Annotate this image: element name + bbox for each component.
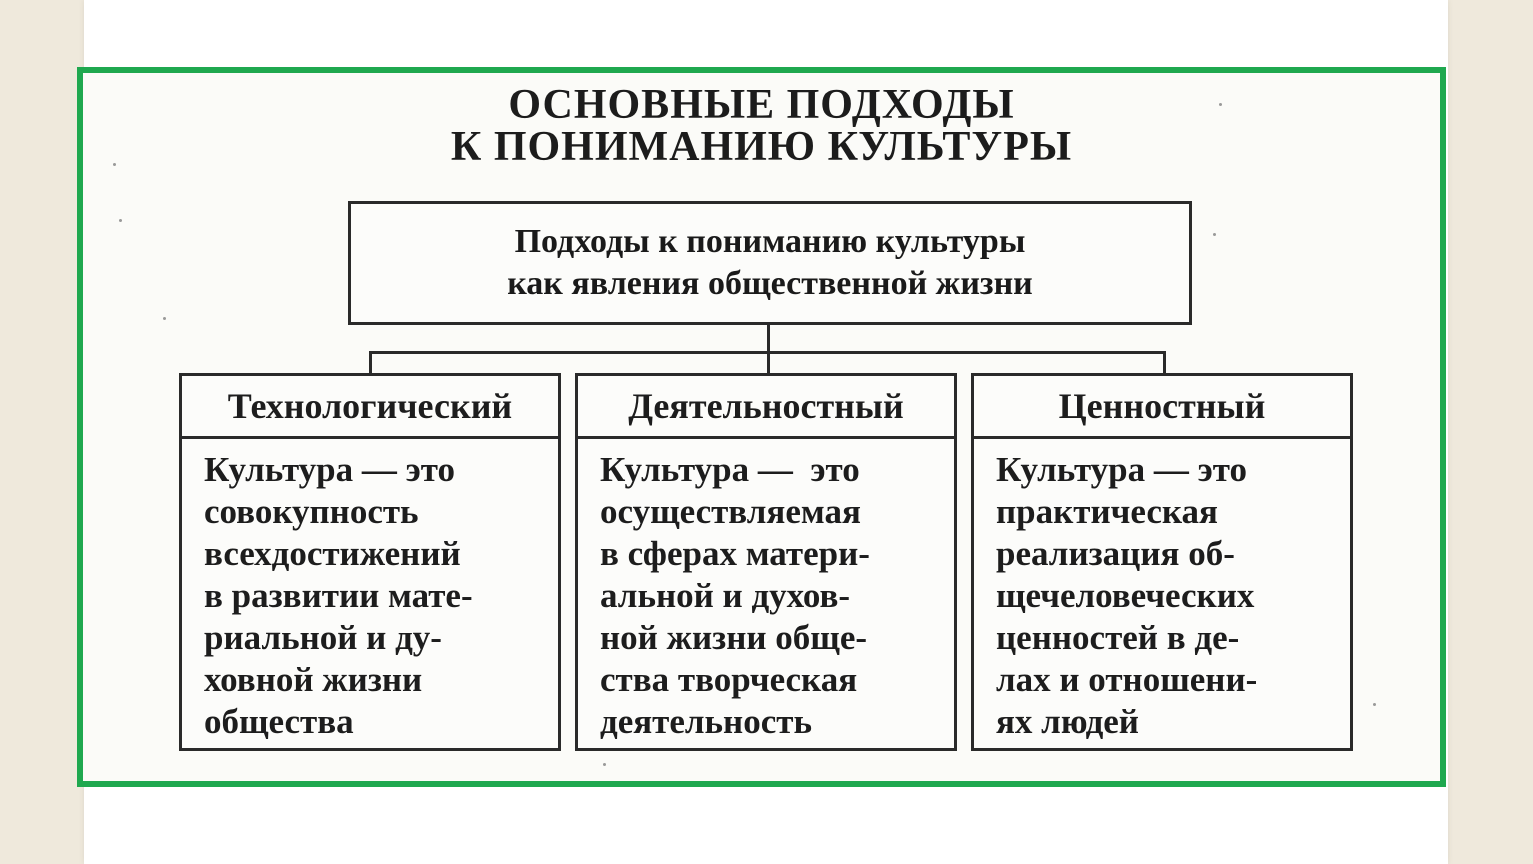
scanned-diagram (83, 73, 1440, 781)
definition-line: общества (204, 702, 354, 741)
approach-activity (575, 373, 957, 751)
approach-definition (974, 439, 1350, 743)
definition-line: альной и духов- (600, 576, 851, 615)
definition-line: совокупность (204, 492, 419, 531)
scan-speck (119, 219, 122, 222)
approach-definition (182, 439, 558, 743)
scan-speck (603, 763, 606, 766)
scan-speck (1219, 103, 1222, 106)
definition-line: ной жизни обще- (600, 618, 868, 657)
definition-line: ства творческая (600, 660, 858, 699)
definition-line: риальной и ду- (204, 618, 442, 657)
definition-line: деятельность (600, 702, 812, 741)
diagram-title-line-1: ОСНОВНЫЕ ПОДХОДЫ (508, 82, 1015, 128)
approach-heading: Технологический (182, 376, 558, 439)
definition-line: Культура — это (600, 450, 860, 489)
definition-line: щечеловеческих (996, 576, 1255, 615)
connector-right (1163, 351, 1166, 373)
root-concept-line-1: Подходы к пониманию культуры (514, 223, 1026, 260)
root-concept-line-2: как явления общественной жизни (507, 265, 1033, 302)
approach-definition (578, 439, 954, 743)
definition-line: осуществляемая (600, 492, 861, 531)
diagram-frame (77, 67, 1446, 787)
approach-heading: Деятельностный (578, 376, 954, 439)
diagram-title-line-2: К ПОНИМАНИЮ КУЛЬТУРЫ (450, 124, 1073, 170)
definition-line: ценностей в де- (996, 618, 1240, 657)
connector-center (767, 351, 770, 373)
definition-line: ях людей (996, 702, 1139, 741)
approach-value (971, 373, 1353, 751)
scan-speck (1213, 233, 1216, 236)
definition-line: реализация об- (996, 534, 1235, 573)
scan-speck (163, 317, 166, 320)
connector-vertical-root (767, 325, 770, 353)
definition-line: в развитии мате- (204, 576, 473, 615)
root-concept-box (348, 201, 1192, 325)
definition-line: практическая (996, 492, 1218, 531)
definition-line: Культура — это (204, 450, 455, 489)
definition-line: лах и отношени- (996, 660, 1258, 699)
definition-line: ховной жизни (204, 660, 423, 699)
approach-technological (179, 373, 561, 751)
connector-left (369, 351, 372, 373)
definition-line: Культура — это (996, 450, 1247, 489)
approach-heading: Ценностный (974, 376, 1350, 439)
scan-speck (113, 163, 116, 166)
definition-line: в сферах матери- (600, 534, 870, 573)
definition-line: всехдостижений (204, 534, 461, 573)
scan-speck (1373, 703, 1376, 706)
